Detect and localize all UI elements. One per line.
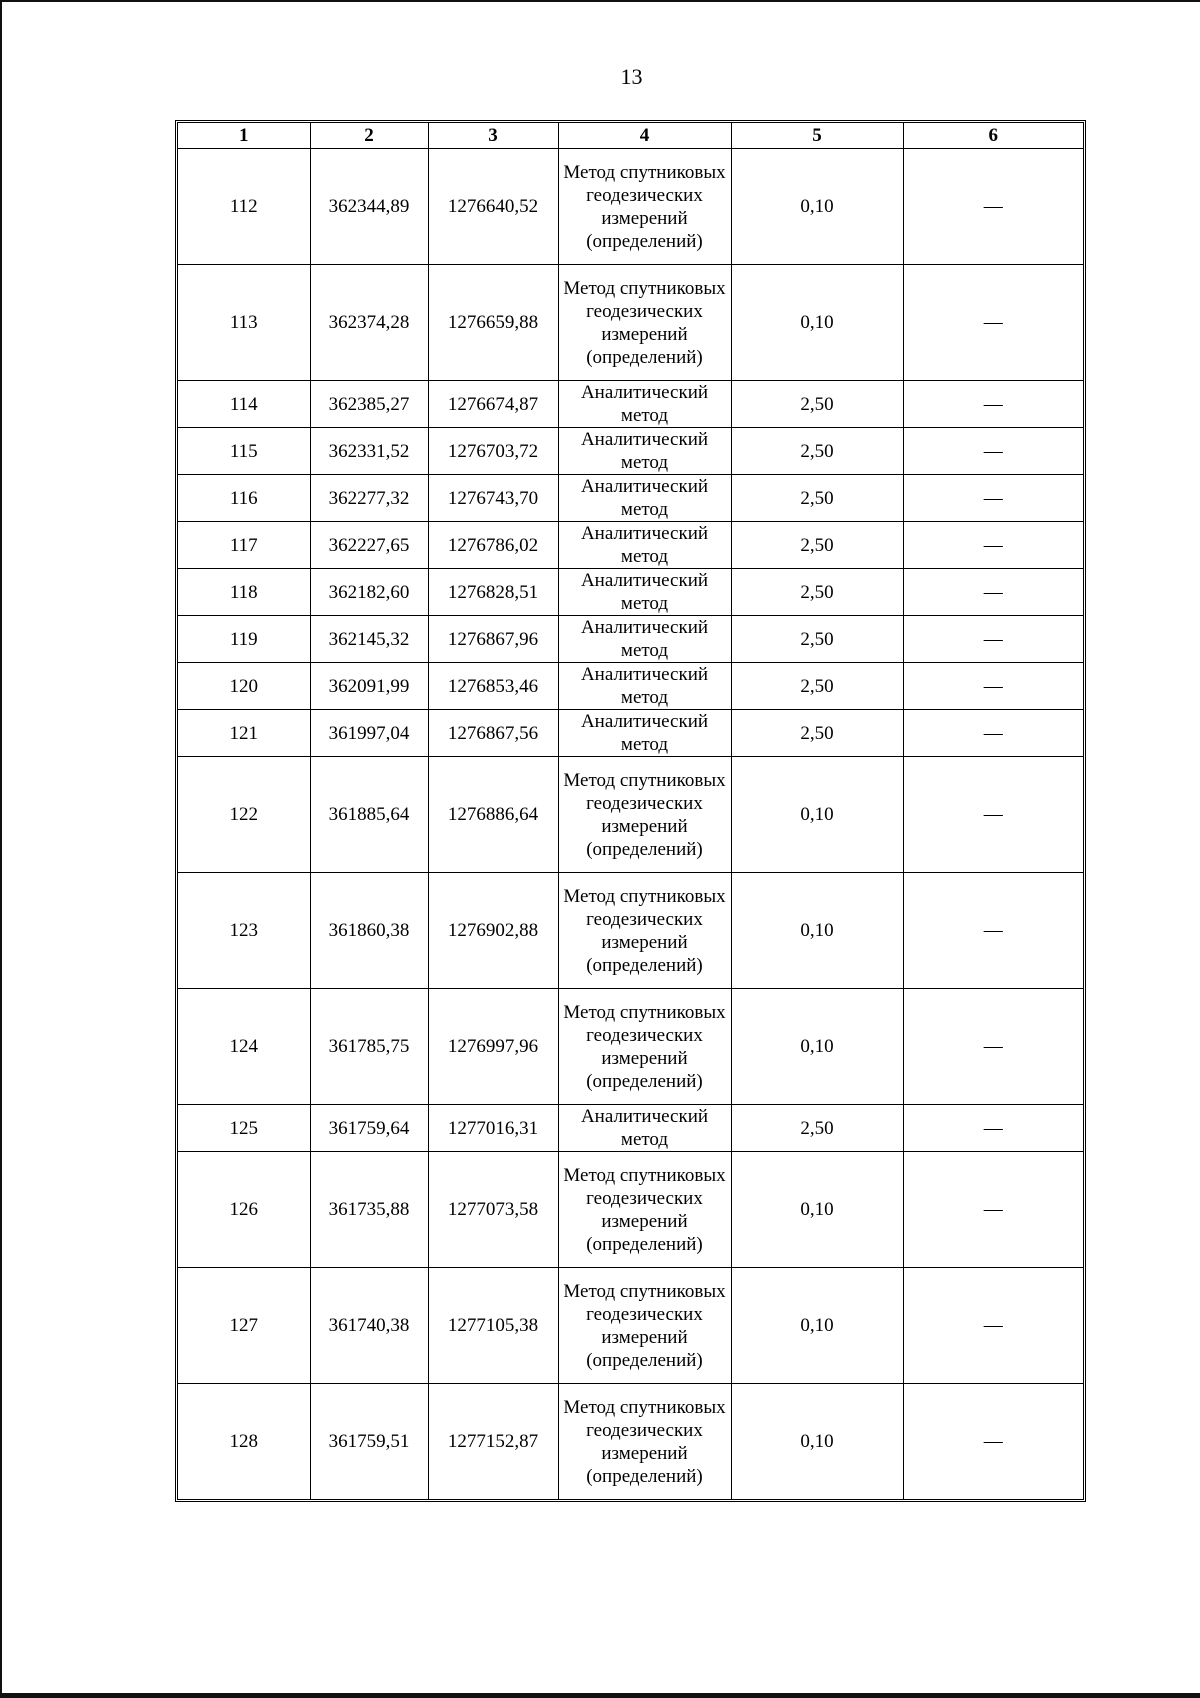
note-dash: — bbox=[983, 1199, 1003, 1220]
table-row bbox=[178, 569, 1083, 616]
note-dash: — bbox=[983, 1431, 1003, 1452]
note-cell bbox=[903, 616, 1083, 663]
table-row bbox=[178, 265, 1083, 381]
note-cell bbox=[903, 1384, 1083, 1500]
coordinate-y-cell: 1276853,46 bbox=[428, 663, 558, 710]
scan-edge-top bbox=[0, 0, 1200, 2]
method-cell: Метод спутниковых геодезических измерений (определений) bbox=[558, 265, 731, 381]
coordinate-x-cell: 362344,89 bbox=[310, 149, 428, 265]
accuracy-cell: 0,10 bbox=[731, 757, 903, 873]
accuracy-cell: 2,50 bbox=[731, 616, 903, 663]
note-dash: — bbox=[983, 487, 1003, 509]
note-dash: — bbox=[983, 581, 1003, 603]
column-header-1: 1 bbox=[178, 123, 310, 149]
table-row bbox=[178, 710, 1083, 757]
table-row bbox=[178, 989, 1083, 1105]
coordinate-x-cell: 362091,99 bbox=[310, 663, 428, 710]
method-cell: Аналитический метод bbox=[558, 475, 731, 522]
note-cell bbox=[903, 428, 1083, 475]
method-cell: Аналитический метод bbox=[558, 616, 731, 663]
point-number-cell: 128 bbox=[178, 1384, 310, 1500]
method-cell: Аналитический метод bbox=[558, 522, 731, 569]
point-number-cell: 118 bbox=[178, 569, 310, 616]
method-cell: Аналитический метод bbox=[558, 381, 731, 428]
coordinate-x-cell: 361740,38 bbox=[310, 1268, 428, 1384]
accuracy-cell: 2,50 bbox=[731, 1105, 903, 1152]
page-number: 13 bbox=[620, 64, 643, 89]
method-cell: Аналитический метод bbox=[558, 710, 731, 757]
scan-edge-left bbox=[0, 0, 2, 1698]
table-row bbox=[178, 475, 1083, 522]
coordinate-y-cell: 1277016,31 bbox=[428, 1105, 558, 1152]
note-cell bbox=[903, 873, 1083, 989]
note-cell bbox=[903, 569, 1083, 616]
note-cell bbox=[903, 381, 1083, 428]
note-cell bbox=[903, 265, 1083, 381]
coordinate-x-cell: 362277,32 bbox=[310, 475, 428, 522]
accuracy-cell: 0,10 bbox=[731, 1384, 903, 1500]
coordinate-y-cell: 1277105,38 bbox=[428, 1268, 558, 1384]
coordinate-x-cell: 362182,60 bbox=[310, 569, 428, 616]
coordinate-y-cell: 1276867,96 bbox=[428, 616, 558, 663]
note-dash: — bbox=[983, 920, 1003, 941]
column-header-4: 4 bbox=[558, 123, 731, 149]
note-dash: — bbox=[983, 628, 1003, 650]
coordinate-x-cell: 361860,38 bbox=[310, 873, 428, 989]
coordinate-y-cell: 1276703,72 bbox=[428, 428, 558, 475]
point-number-cell: 127 bbox=[178, 1268, 310, 1384]
note-cell bbox=[903, 757, 1083, 873]
coordinate-x-cell: 361759,64 bbox=[310, 1105, 428, 1152]
note-dash: — bbox=[983, 1036, 1003, 1057]
note-dash: — bbox=[983, 722, 1003, 744]
coordinate-x-cell: 362145,32 bbox=[310, 616, 428, 663]
column-header-3: 3 bbox=[428, 123, 558, 149]
point-number-cell: 126 bbox=[178, 1152, 310, 1268]
accuracy-cell: 2,50 bbox=[731, 522, 903, 569]
column-header-5: 5 bbox=[731, 123, 903, 149]
point-number-cell: 124 bbox=[178, 989, 310, 1105]
coordinate-x-cell: 362331,52 bbox=[310, 428, 428, 475]
table-row bbox=[178, 1384, 1083, 1500]
accuracy-cell: 2,50 bbox=[731, 428, 903, 475]
table-row bbox=[178, 1105, 1083, 1152]
point-number-cell: 125 bbox=[178, 1105, 310, 1152]
coordinate-y-cell: 1277152,87 bbox=[428, 1384, 558, 1500]
coordinate-y-cell: 1276659,88 bbox=[428, 265, 558, 381]
note-cell bbox=[903, 1268, 1083, 1384]
table-header-row bbox=[178, 123, 1083, 149]
point-number-cell: 121 bbox=[178, 710, 310, 757]
table-row bbox=[178, 428, 1083, 475]
point-number-cell: 117 bbox=[178, 522, 310, 569]
point-number-cell: 122 bbox=[178, 757, 310, 873]
method-cell: Метод спутниковых геодезических измерений (определений) bbox=[558, 149, 731, 265]
table-row bbox=[178, 149, 1083, 265]
note-dash: — bbox=[983, 440, 1003, 462]
accuracy-cell: 2,50 bbox=[731, 710, 903, 757]
coordinate-y-cell: 1276902,88 bbox=[428, 873, 558, 989]
method-cell: Аналитический метод bbox=[558, 428, 731, 475]
method-cell: Метод спутниковых геодезических измерений (определений) bbox=[558, 873, 731, 989]
method-cell: Метод спутниковых геодезических измерений (определений) bbox=[558, 757, 731, 873]
coordinate-y-cell: 1276640,52 bbox=[428, 149, 558, 265]
table-row bbox=[178, 757, 1083, 873]
method-cell: Метод спутниковых геодезических измерений (определений) bbox=[558, 1384, 731, 1500]
note-cell bbox=[903, 663, 1083, 710]
coordinate-y-cell: 1276828,51 bbox=[428, 569, 558, 616]
coordinate-x-cell: 361885,64 bbox=[310, 757, 428, 873]
accuracy-cell: 0,10 bbox=[731, 1152, 903, 1268]
table-row bbox=[178, 522, 1083, 569]
accuracy-cell: 0,10 bbox=[731, 265, 903, 381]
note-dash: — bbox=[983, 393, 1003, 415]
point-number-cell: 114 bbox=[178, 381, 310, 428]
coordinate-x-cell: 361997,04 bbox=[310, 710, 428, 757]
note-cell bbox=[903, 710, 1083, 757]
note-dash: — bbox=[983, 312, 1003, 333]
method-cell: Аналитический метод bbox=[558, 1105, 731, 1152]
coordinates-table-frame bbox=[175, 120, 1086, 1502]
note-cell bbox=[903, 989, 1083, 1105]
coordinate-y-cell: 1276786,02 bbox=[428, 522, 558, 569]
coordinate-y-cell: 1276867,56 bbox=[428, 710, 558, 757]
method-cell: Метод спутниковых геодезических измерений (определений) bbox=[558, 989, 731, 1105]
scan-edge-bottom bbox=[0, 1693, 1200, 1698]
table-row bbox=[178, 873, 1083, 989]
coordinate-x-cell: 361759,51 bbox=[310, 1384, 428, 1500]
point-number-cell: 113 bbox=[178, 265, 310, 381]
coordinate-y-cell: 1276743,70 bbox=[428, 475, 558, 522]
accuracy-cell: 0,10 bbox=[731, 1268, 903, 1384]
note-cell bbox=[903, 1105, 1083, 1152]
point-number-cell: 116 bbox=[178, 475, 310, 522]
method-cell: Аналитический метод bbox=[558, 663, 731, 710]
table-row bbox=[178, 616, 1083, 663]
table-row bbox=[178, 663, 1083, 710]
coordinates-table bbox=[178, 123, 1083, 1499]
point-number-cell: 123 bbox=[178, 873, 310, 989]
note-dash: — bbox=[983, 534, 1003, 556]
accuracy-cell: 0,10 bbox=[731, 989, 903, 1105]
coordinate-y-cell: 1276997,96 bbox=[428, 989, 558, 1105]
coordinate-x-cell: 361785,75 bbox=[310, 989, 428, 1105]
note-cell bbox=[903, 1152, 1083, 1268]
table-row bbox=[178, 1268, 1083, 1384]
note-dash: — bbox=[983, 1117, 1003, 1139]
coordinate-x-cell: 362227,65 bbox=[310, 522, 428, 569]
accuracy-cell: 0,10 bbox=[731, 149, 903, 265]
note-cell bbox=[903, 149, 1083, 265]
accuracy-cell: 2,50 bbox=[731, 381, 903, 428]
table-row bbox=[178, 1152, 1083, 1268]
accuracy-cell: 2,50 bbox=[731, 569, 903, 616]
note-cell bbox=[903, 522, 1083, 569]
method-cell: Метод спутниковых геодезических измерений (определений) bbox=[558, 1152, 731, 1268]
note-dash: — bbox=[983, 196, 1003, 217]
point-number-cell: 115 bbox=[178, 428, 310, 475]
point-number-cell: 112 bbox=[178, 149, 310, 265]
coordinate-y-cell: 1276674,87 bbox=[428, 381, 558, 428]
coordinate-x-cell: 362374,28 bbox=[310, 265, 428, 381]
note-cell bbox=[903, 475, 1083, 522]
table-body bbox=[178, 149, 1083, 1500]
accuracy-cell: 0,10 bbox=[731, 873, 903, 989]
accuracy-cell: 2,50 bbox=[731, 475, 903, 522]
table-row bbox=[178, 381, 1083, 428]
method-cell: Аналитический метод bbox=[558, 569, 731, 616]
note-dash: — bbox=[983, 1315, 1003, 1336]
note-dash: — bbox=[983, 804, 1003, 825]
method-cell: Метод спутниковых геодезических измерений (определений) bbox=[558, 1268, 731, 1384]
column-header-6: 6 bbox=[903, 123, 1083, 149]
point-number-cell: 119 bbox=[178, 616, 310, 663]
accuracy-cell: 2,50 bbox=[731, 663, 903, 710]
note-dash: — bbox=[983, 675, 1003, 697]
coordinate-y-cell: 1276886,64 bbox=[428, 757, 558, 873]
coordinate-x-cell: 361735,88 bbox=[310, 1152, 428, 1268]
coordinate-y-cell: 1277073,58 bbox=[428, 1152, 558, 1268]
column-header-2: 2 bbox=[310, 123, 428, 149]
coordinate-x-cell: 362385,27 bbox=[310, 381, 428, 428]
point-number-cell: 120 bbox=[178, 663, 310, 710]
